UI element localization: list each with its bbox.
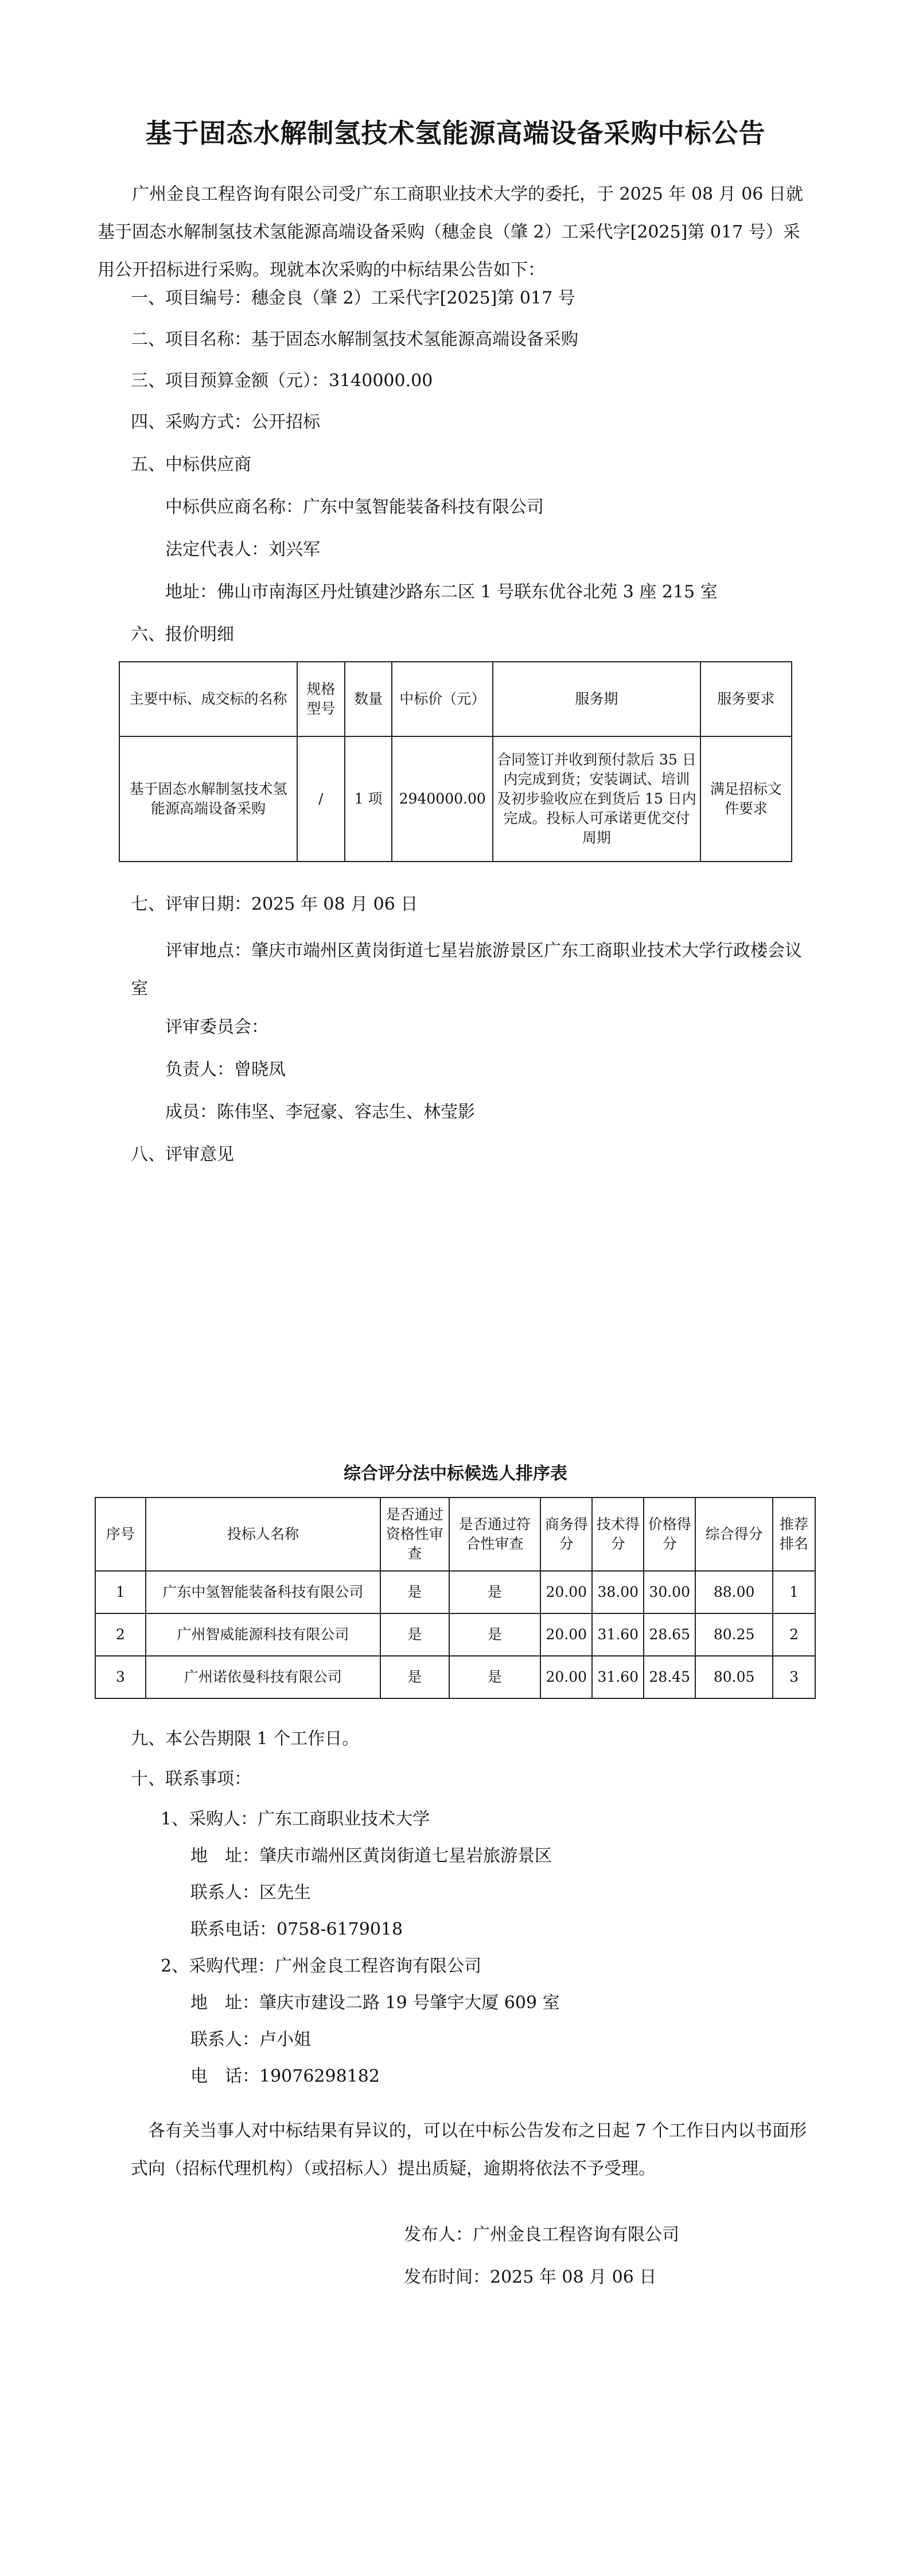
rank-cell: 1 <box>773 1571 815 1613</box>
agent-phone: 电 话：19076298182 <box>190 2066 380 2086</box>
ranking-table-caption: 综合评分法中标候选人排序表 <box>344 1464 567 1484</box>
contacts-heading: 十、联系事项： <box>131 1769 251 1789</box>
project-budget: 三、项目预算金额（元）：3140000.00 <box>131 371 433 391</box>
rank-header-seq: 序号 <box>95 1498 146 1571</box>
agent-name: 2、采购代理：广州金良工程咨询有限公司 <box>161 1956 482 1976</box>
price-cell-service-req: 满足招标文件要求 <box>700 736 792 862</box>
rank-cell: 是 <box>380 1656 449 1698</box>
rank-cell: 31.60 <box>592 1656 644 1698</box>
rank-cell: 80.05 <box>695 1656 773 1698</box>
price-header-price: 中标价（元） <box>392 662 493 736</box>
rank-cell: 3 <box>773 1656 815 1698</box>
ranking-row <box>95 1571 815 1613</box>
buyer-phone: 联系电话：0758-6179018 <box>190 1919 403 1939</box>
buyer-name: 1、采购人：广东工商职业技术大学 <box>161 1809 430 1829</box>
price-detail-heading: 六、报价明细 <box>131 624 234 645</box>
ranking-row <box>95 1656 815 1698</box>
price-cell-price: 2940000.00 <box>392 736 493 862</box>
rank-cell: 是 <box>449 1613 541 1656</box>
rank-header-bidder: 投标人名称 <box>146 1498 380 1571</box>
price-cell-qty: 1 项 <box>345 736 392 862</box>
price-cell-service-period: 合同签订并收到预付款后 35 日内完成到货；安装调试、培训及初步验收应在到货后 15 日内完成。投标人可承诺更优交付周期 <box>493 736 700 862</box>
agent-contact: 联系人：卢小姐 <box>190 2030 311 2050</box>
rank-cell: 80.25 <box>695 1613 773 1656</box>
rank-cell-bidder: 广州智威能源科技有限公司 <box>146 1613 380 1656</box>
review-date: 七、评审日期：2025 年 08 月 06 日 <box>131 894 418 914</box>
notice-period: 九、本公告期限 1 个工作日。 <box>131 1729 360 1749</box>
rank-header-technical: 技术得分 <box>592 1498 644 1571</box>
procurement-method: 四、采购方式：公开招标 <box>131 412 320 432</box>
rank-cell: 是 <box>380 1571 449 1613</box>
committee-members: 成员：陈伟坚、李冠豪、容志生、林莹影 <box>165 1102 475 1122</box>
rank-header-ranking: 推荐排名 <box>773 1498 815 1571</box>
review-opinion-heading: 八、评审意见 <box>131 1145 234 1165</box>
rank-cell: 20.00 <box>540 1613 592 1656</box>
publish-date: 发布时间：2025 年 08 月 06 日 <box>404 2267 657 2287</box>
project-name: 二、项目名称：基于固态水解制氢技术氢能源高端设备采购 <box>131 329 578 350</box>
legal-representative: 法定代表人：刘兴军 <box>165 540 320 560</box>
project-number: 一、项目编号：穗金良（肇 2）工采代字[2025]第 017 号 <box>131 288 575 308</box>
price-header-qty: 数量 <box>345 662 392 736</box>
page-title: 基于固态水解制氢技术氢能源高端设备采购中标公告 <box>145 118 766 149</box>
price-cell-name: 基于固态水解制氢技术氢能源高端设备采购 <box>119 736 297 862</box>
rank-cell: 20.00 <box>540 1656 592 1698</box>
rank-cell: 20.00 <box>540 1571 592 1613</box>
rank-cell: 3 <box>95 1656 146 1698</box>
rank-header-qualification: 是否通过资格性审查 <box>380 1498 449 1571</box>
rank-cell-bidder: 广州诺依曼科技有限公司 <box>146 1656 380 1698</box>
buyer-address: 地 址：肇庆市端州区黄岗街道七星岩旅游景区 <box>190 1846 552 1866</box>
ranking-table <box>95 1497 816 1699</box>
review-committee: 评审委员会： <box>165 1017 268 1037</box>
rank-cell: 38.00 <box>592 1571 644 1613</box>
supplier-name: 中标供应商名称：广东中氢智能装备科技有限公司 <box>165 497 544 517</box>
rank-cell: 1 <box>95 1571 146 1613</box>
rank-cell: 是 <box>449 1656 541 1698</box>
ranking-row <box>95 1613 815 1656</box>
rank-cell: 30.00 <box>644 1571 695 1613</box>
publisher: 发布人：广州金良工程咨询有限公司 <box>404 2225 679 2245</box>
rank-cell: 31.60 <box>592 1613 644 1656</box>
price-header-spec: 规格型号 <box>297 662 345 736</box>
rank-cell-bidder: 广东中氢智能装备科技有限公司 <box>146 1571 380 1613</box>
rank-header-compliance: 是否通过符合性审查 <box>449 1498 541 1571</box>
price-table <box>119 661 792 862</box>
ranking-header-row <box>95 1498 815 1571</box>
winning-supplier-heading: 五、中标供应商 <box>131 455 251 475</box>
rank-header-total: 综合得分 <box>695 1498 773 1571</box>
rank-cell: 2 <box>95 1613 146 1656</box>
price-table-header-row <box>119 662 792 736</box>
rank-cell: 28.65 <box>644 1613 695 1656</box>
price-header-name: 主要中标、成交标的名称 <box>119 662 297 736</box>
agent-address: 地 址：肇庆市建设二路 19 号肇宇大厦 609 室 <box>190 1993 560 2013</box>
objection-paragraph: 各有关当事人对中标结果有异议的，可以在中标公告发布之日起 7 个工作日内以书面形式向（招标代理机构）（或招标人）提出质疑，逾期将依法不予受理。 <box>131 2121 807 2179</box>
intro-paragraph: 广州金良工程咨询有限公司受广东工商职业技术大学的委托，于 2025 年 08 月 06 日就基于固态水解制氢技术氢能源高端设备采购（穗金良（肇 2）工采代字[2025]第 017 号）采用公开招标进行采购。现就本次采购的中标结果公告如下： <box>98 184 803 280</box>
price-header-service-req: 服务要求 <box>700 662 792 736</box>
rank-cell: 2 <box>773 1613 815 1656</box>
supplier-address: 地址：佛山市南海区丹灶镇建沙路东二区 1 号联东优谷北苑 3 座 215 室 <box>165 582 718 602</box>
rank-cell: 88.00 <box>695 1571 773 1613</box>
buyer-contact: 联系人：区先生 <box>190 1883 311 1903</box>
rank-header-business: 商务得分 <box>540 1498 592 1571</box>
price-header-service-period: 服务期 <box>493 662 700 736</box>
rank-header-price: 价格得分 <box>644 1498 695 1571</box>
price-cell-spec: / <box>297 736 345 862</box>
rank-cell: 是 <box>449 1571 541 1613</box>
rank-cell: 是 <box>380 1613 449 1656</box>
committee-leader: 负责人：曾晓凤 <box>165 1060 286 1080</box>
rank-cell: 28.45 <box>644 1656 695 1698</box>
review-location: 评审地点：肇庆市端州区黄岗街道七星岩旅游景区广东工商职业技术大学行政楼会议室 <box>131 941 802 999</box>
price-table-row <box>119 736 792 862</box>
